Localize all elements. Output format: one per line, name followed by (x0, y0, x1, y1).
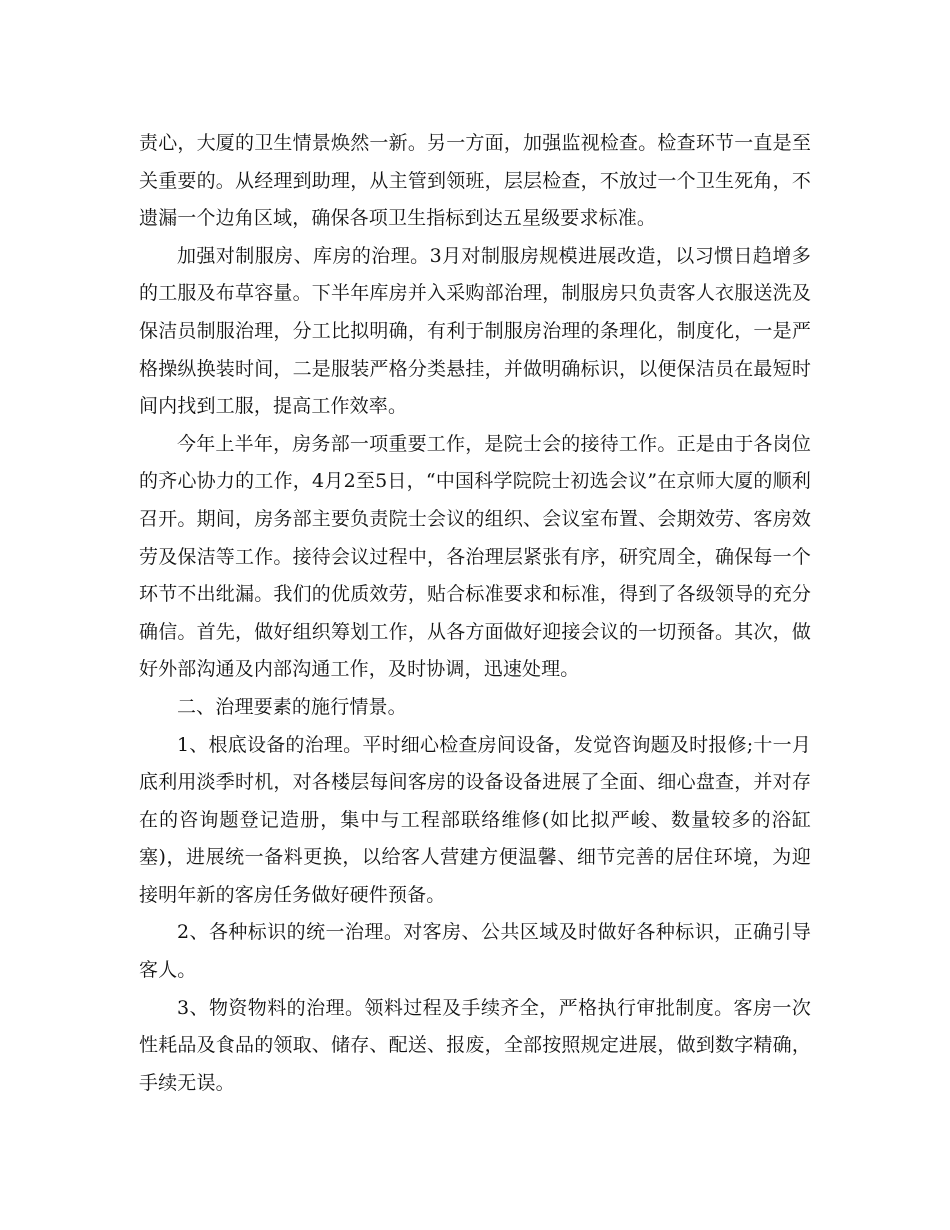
paragraph-5: 1、根底设备的治理。平时细心检查房间设备，发觉咨询题及时报修;十一月底利用淡季时机，对各楼层每间客房的设备设备进展了全面、细心盘查，并对存在的咨询题登记造册，集中与工程部联络维修(如比拟严峻、数量较多的浴缸塞)，进展统一备料更换，以给客人营建方便温馨、细节完善的居住环境，为迎接明年新的客房任务做好硬件预备。 (139, 733, 811, 906)
paragraph-7: 3、物资物料的治理。领料过程及手续齐全，严格执行审批制度。客房一次性耗品及食品的领取、储存、配送、报废，全部按照规定进展，做到数字精确，手续无误。 (139, 996, 811, 1094)
paragraph-1: 责心，大厦的卫生情景焕然一新。另一方面，加强监视检查。检查环节一直是至关重要的。从经理到助理，从主管到领班，层层检查，不放过一个卫生死角，不遗漏一个边角区域，确保各项卫生指标到达五星级要求标准。 (139, 132, 811, 230)
document-body (139, 125, 811, 1102)
paragraph-2: 加强对制服房、库房的治理。3月对制服房规模进展改造，以习惯日趋增多的工服及布草容量。下半年库房并入采购部治理，制服房只负责客人衣服送洗及保洁员制服治理，分工比拟明确，有利于制服房治理的条理化，制度化，一是严格操纵换装时间，二是服装严格分类悬挂，并做明确标识，以便保洁员在最短时间内找到工服，提高工作效率。 (139, 244, 811, 418)
paragraph-3: 今年上半年，房务部一项重要工作，是院士会的接待工作。正是由于各岗位的齐心协力的工作，4月2至5日，“中国科学院院士初选会议”在京师大厦的顺利召开。期间，房务部主要负责院士会议的组织、会议室布置、会期效劳、客房效劳及保洁等工作。接待会议过程中，各治理层紧张有序，研究周全，确保每一个环节不出纰漏。我们的优质效劳，贴合标准要求和标准，得到了各级领导的充分确信。首先，做好组织筹划工作，从各方面做好迎接会议的一切预备。其次，做好外部沟通及内部沟通工作，及时协调，迅速处理。 (139, 432, 811, 681)
section-heading: 二、治理要素的施行情景。 (177, 695, 407, 718)
paragraph-6: 2、各种标识的统一治理。对客房、公共区域及时做好各种标识，正确引导客人。 (139, 921, 811, 982)
